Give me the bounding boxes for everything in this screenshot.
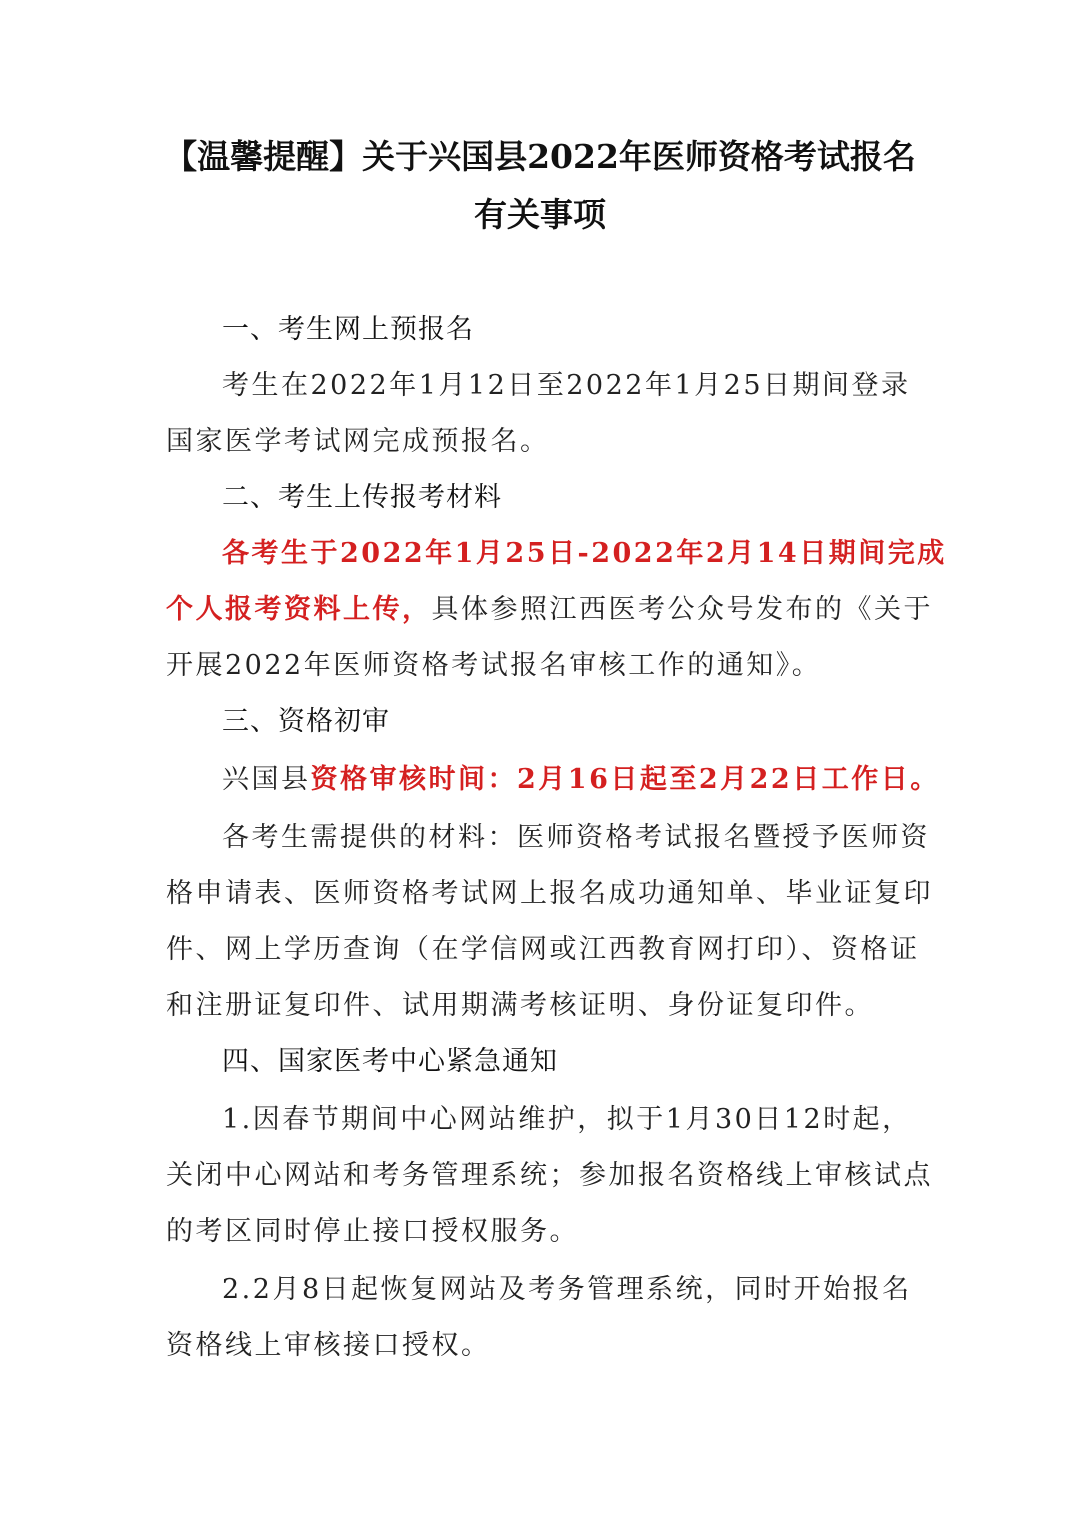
section-2-paragraph-line-3: 开展2022年医师资格考试报名审核工作的通知》。 — [166, 650, 822, 681]
section-3-review-time-highlight: 资格审核时间：2月16日起至2月22日工作日。 — [310, 764, 940, 795]
section-4-item-2-line-1: 2.2月8日起恢复网站及考务管理系统，同时开始报名 — [222, 1274, 912, 1305]
section-4-heading: 四、国家医考中心紧急通知 — [222, 1046, 558, 1077]
section-2-heading: 二、考生上传报考材料 — [222, 482, 502, 513]
section-1-paragraph-line-2: 国家医学考试网完成预报名。 — [166, 426, 550, 457]
document-title-line-1: 【温馨提醒】关于兴国县2022年医师资格考试报名 — [164, 137, 916, 176]
section-4-item-1-line-2: 关闭中心网站和考务管理系统；参加报名资格线上审核试点 — [166, 1160, 933, 1191]
section-3-heading: 三、资格初审 — [222, 706, 390, 737]
document-title-line-2: 有关事项 — [474, 195, 606, 234]
section-3-materials-line-2: 格申请表、医师资格考试网上报名成功通知单、毕业证复印 — [166, 878, 933, 909]
section-3-county-prefix: 兴国县 — [222, 764, 311, 795]
section-3-materials-line-1: 各考生需提供的材料：医师资格考试报名暨授予医师资 — [222, 822, 930, 853]
section-4-item-2-line-2: 资格线上审核接口授权。 — [166, 1330, 491, 1361]
section-1-heading: 一、考生网上预报名 — [222, 314, 474, 345]
section-4-item-1-line-1: 1.因春节期间中心网站维护，拟于1月30日12时起， — [222, 1104, 912, 1135]
section-1-paragraph-line-1: 考生在2022年1月12日至2022年1月25日期间登录 — [222, 370, 911, 401]
section-3-review-time-line — [222, 760, 940, 800]
section-2-paragraph-line-2 — [166, 590, 933, 630]
section-4-item-1-line-3: 的考区同时停止接口授权服务。 — [166, 1216, 579, 1247]
section-2-highlight-line-1: 各考生于2022年1月25日-2022年2月14日期间完成 — [222, 538, 947, 569]
section-2-paragraph-line-2-rest: 具体参照江西医考公众号发布的《关于 — [431, 594, 933, 625]
section-3-materials-line-4: 和注册证复印件、试用期满考核证明、身份证复印件。 — [166, 990, 874, 1021]
section-2-highlight-line-2: 个人报考资料上传， — [166, 594, 432, 625]
section-3-materials-line-3: 件、网上学历查询（在学信网或江西教育网打印）、资格证 — [166, 934, 920, 965]
